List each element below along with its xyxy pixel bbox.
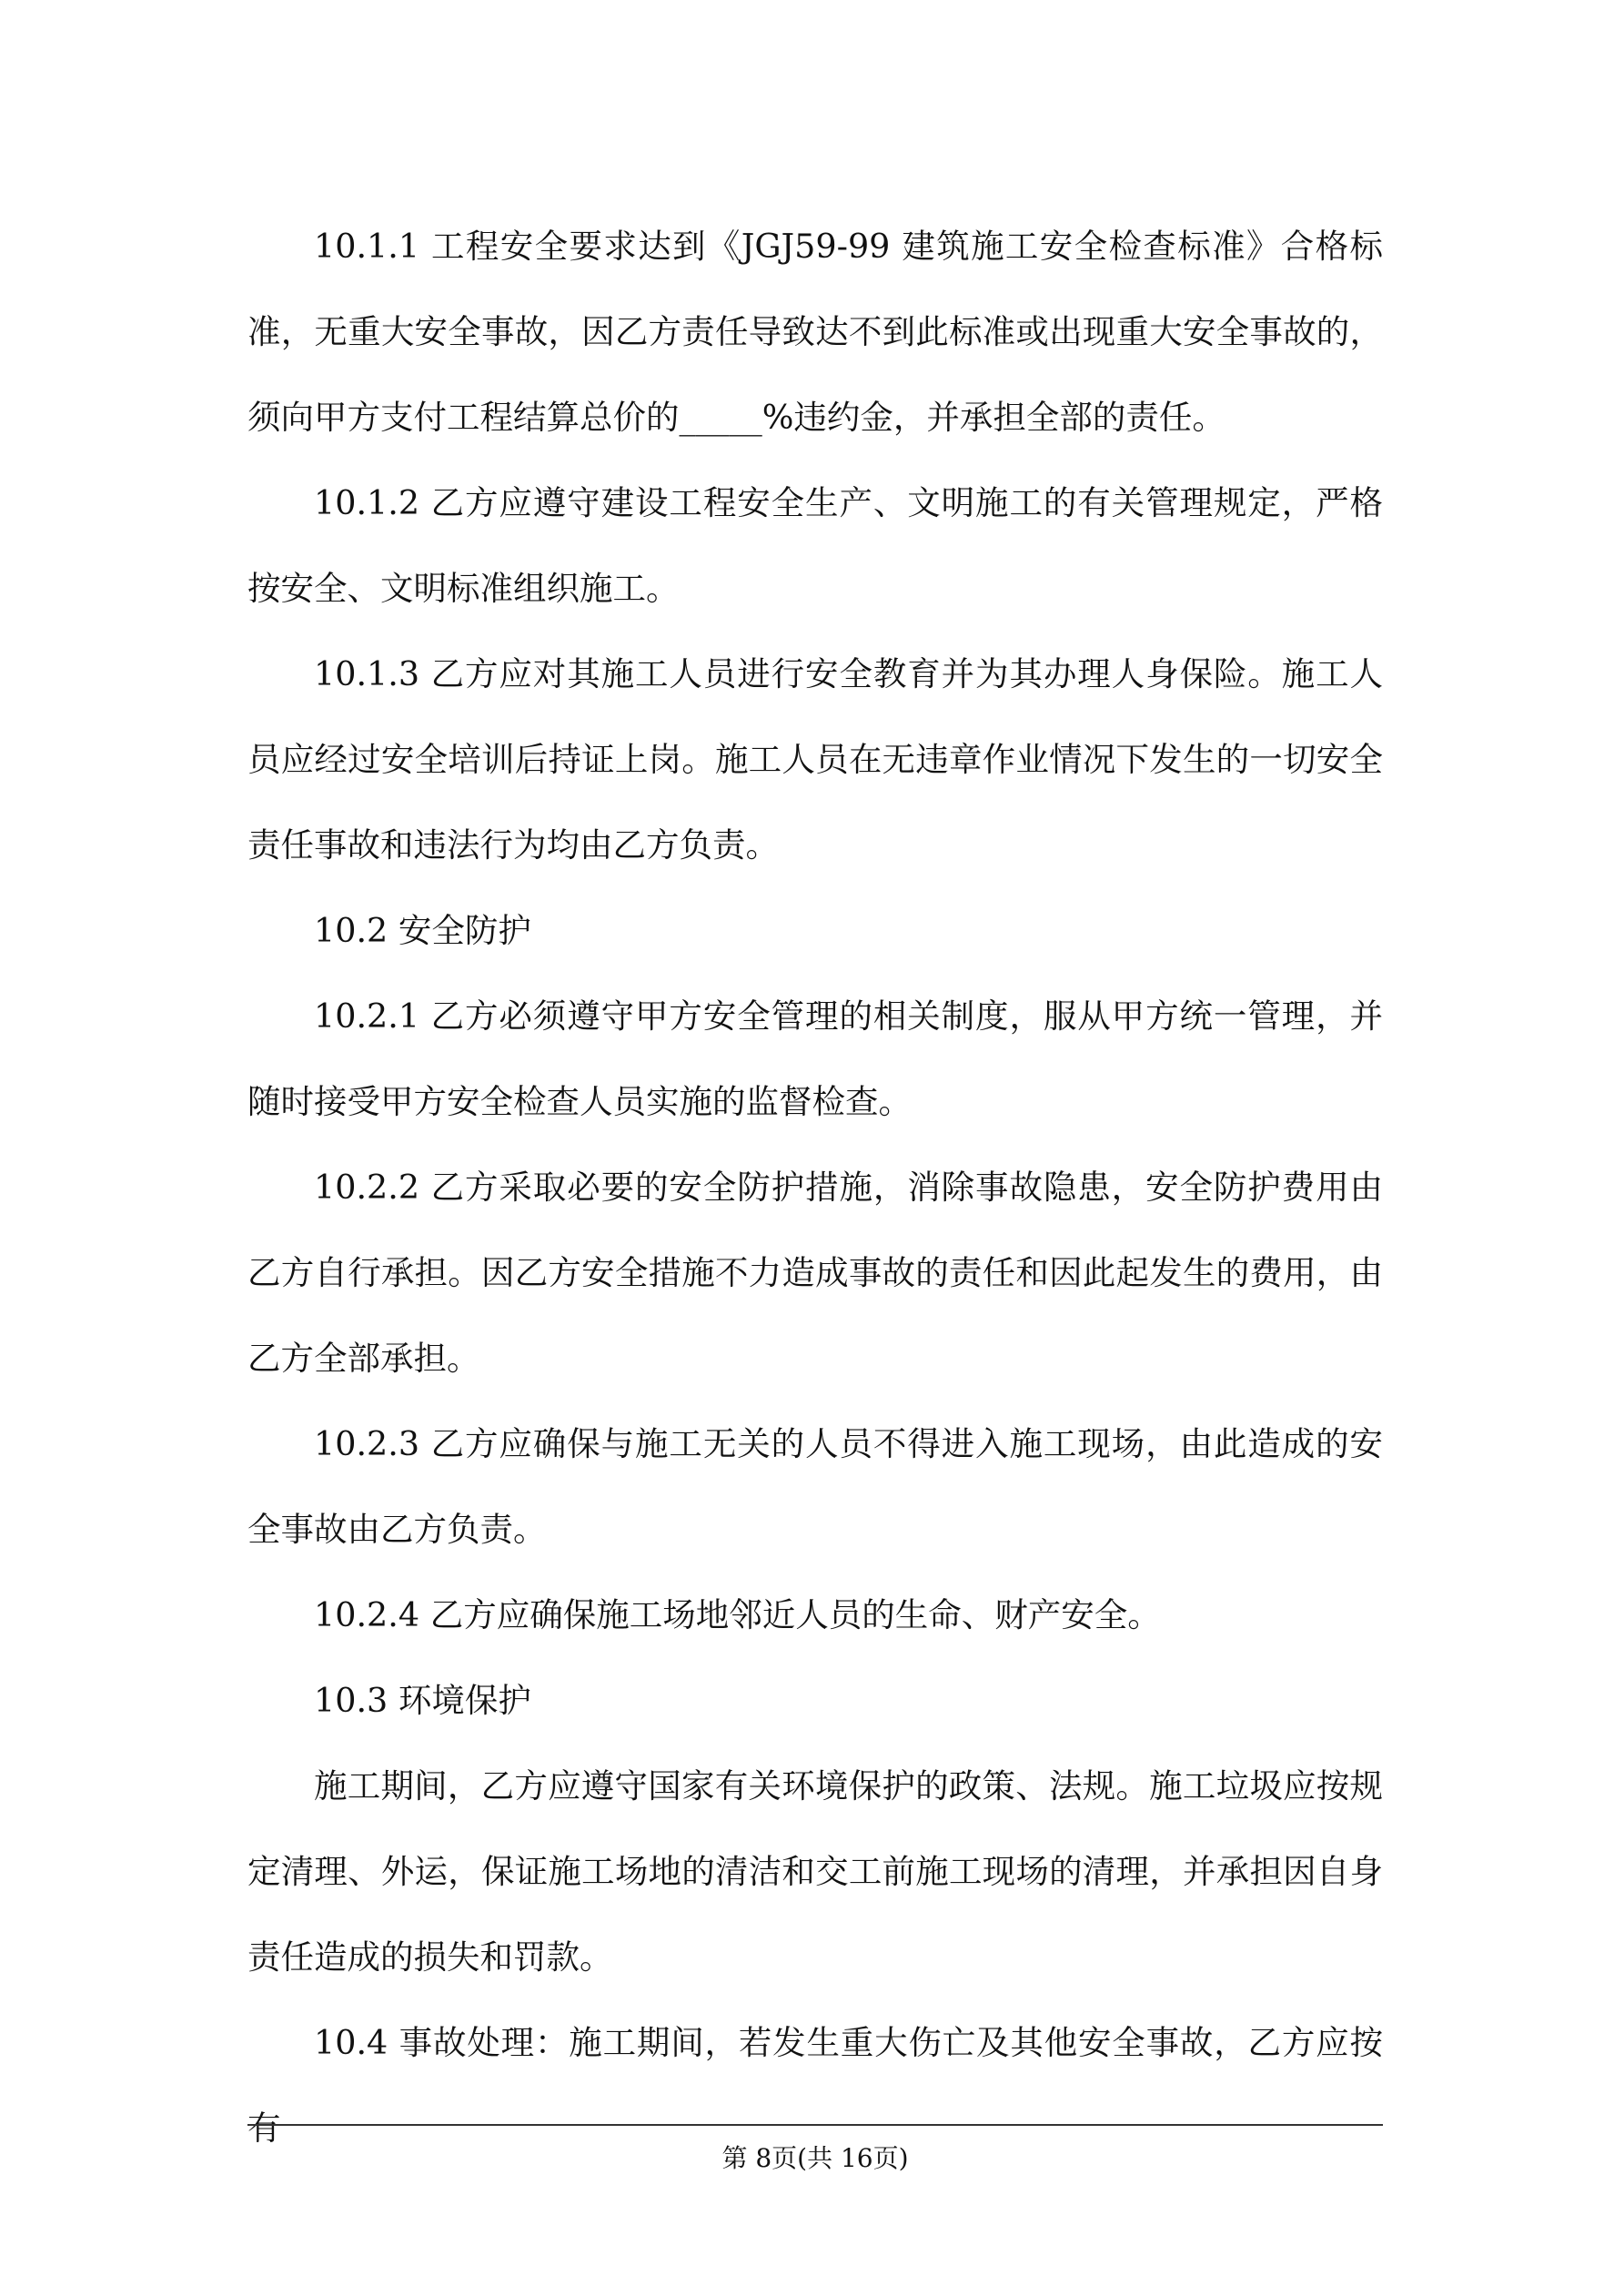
paragraph-10-2-3: 10.2.3 乙方应确保与施工无关的人员不得进入施工现场，由此造成的安全事故由乙方负责。 — [247, 1424, 1383, 1549]
paragraph-10-1-2: 10.1.2 乙方应遵守建设工程安全生产、文明施工的有关管理规定，严格按安全、文明标准组织施工。 — [247, 483, 1383, 608]
paragraph-10-2-1: 10.2.1 乙方必须遵守甲方安全管理的相关制度，服从甲方统一管理，并随时接受甲方安全检查人员实施的监督检查。 — [247, 996, 1383, 1121]
paragraph-10-1-1: 10.1.1 工程安全要求达到《JGJ59-99 建筑施工安全检查标准》合格标准，无重大安全事故，因乙方责任导致达不到此标准或出现重大安全事故的，须向甲方支付工程结算总价的_____%违约金，并承担全部的责任。 — [247, 227, 1383, 437]
paragraph-10-2-4: 10.2.4 乙方应确保施工场地邻近人员的生命、财产安全。 — [314, 1595, 1161, 1634]
paragraph-10-2-2: 10.2.2 乙方采取必要的安全防护措施，消除事故隐患，安全防护费用由乙方自行承担。因乙方安全措施不力造成事故的责任和因此起发生的费用，由乙方全部承担。 — [247, 1168, 1383, 1378]
footer-divider — [247, 2124, 1383, 2126]
heading-10-2: 10.2 安全防护 — [314, 911, 531, 950]
paragraph-10-4: 10.4 事故处理：施工期间，若发生重大伤亡及其他安全事故，乙方应按有 — [247, 2023, 1383, 2148]
paragraph-10-1-3: 10.1.3 乙方应对其施工人员进行安全教育并为其办理人身保险。施工人员应经过安全培训后持证上岗。施工人员在无违章作业情况下发生的一切安全责任事故和违法行为均由乙方负责。 — [247, 654, 1383, 865]
document-body — [247, 204, 1383, 2171]
page-number-label: 第 8页(共 16页) — [721, 2143, 909, 2173]
paragraph-environment: 施工期间，乙方应遵守国家有关环境保护的政策、法规。施工垃圾应按规定清理、外运，保证施工场地的清洁和交工前施工现场的清理，并承担因自身责任造成的损失和罚款。 — [247, 1766, 1383, 1977]
heading-10-3: 10.3 环境保护 — [314, 1681, 531, 1720]
